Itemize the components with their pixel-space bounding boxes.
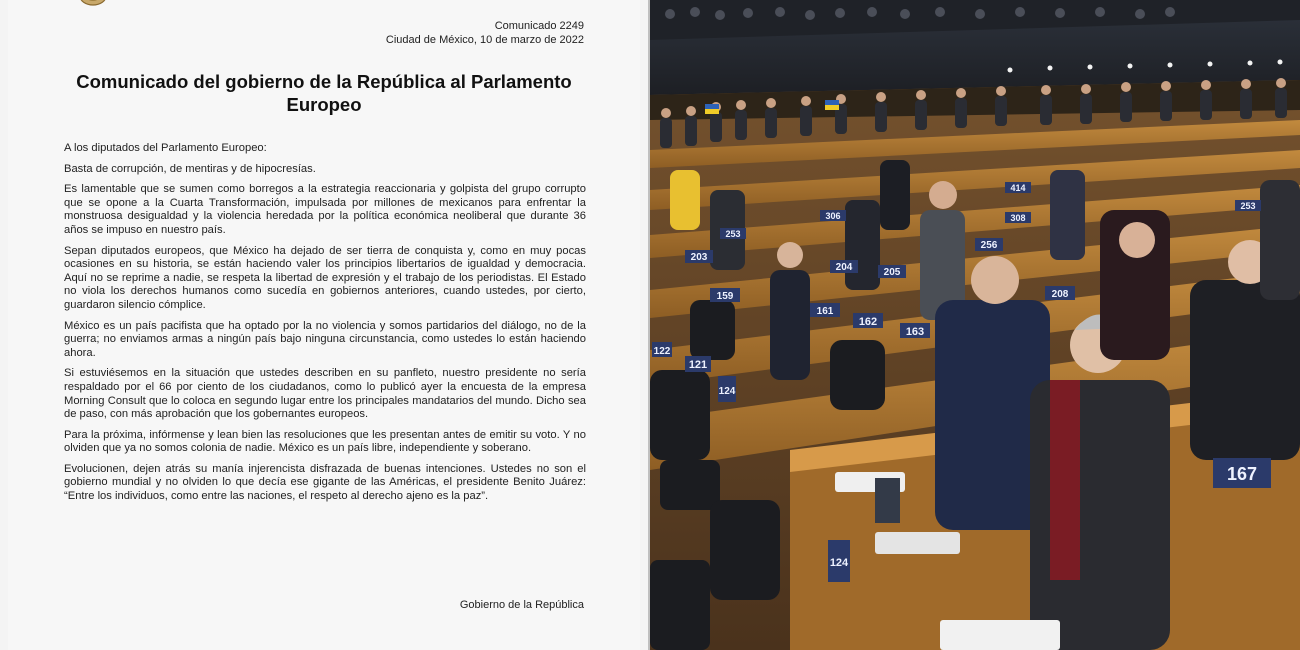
seat-number: 124	[829, 557, 849, 569]
document-title: Comunicado del gobierno de la República al Parlamento Europeo	[76, 71, 572, 115]
paragraph: Es lamentable que se sumen como borregos a la estrategia reaccionaria y golpista del grupo corrupto que se opone a la Cuarta Transformación, impulsada por millones de mexicanos para enfrentar la monstruosa desigualdad y la violencia heredada por la política económica neoliberal que durante 36 años se impuso en nuestro país.	[64, 183, 586, 236]
communique-number: Comunicado 2249	[494, 20, 584, 32]
paragraph: Si estuviésemos en la situación que ustedes describen en su panfleto, nuestro presidente no sería respaldado por el 66 por ciento de los ciudadanos, como lo publicó ayer la encuesta de la empresa Morning Consult que lo coloca en segundo lugar entre los principales mandatarios del mundo. Dicho sea de paso, con más aprobación que los gobernantes europeos.	[64, 367, 586, 421]
document-header	[386, 19, 584, 47]
seat-number: 205	[883, 267, 901, 278]
seat-number: 253	[725, 229, 741, 239]
seat-number: 162	[858, 316, 878, 328]
seat-number: 204	[835, 262, 853, 273]
seat-number: 308	[1010, 213, 1026, 223]
paragraph: Para la próxima, infórmense y lean bien las resoluciones que les presentan antes de emitir su voto. Y no olviden que ya no somos colonia de nadie. México es un país libre, independiente y soberano.	[64, 428, 586, 455]
seat-number: 253	[1240, 201, 1256, 211]
seat-number: 161	[816, 306, 834, 317]
signature: Gobierno de la República	[459, 599, 584, 611]
seat-number: 121	[688, 359, 708, 371]
seat-number: 159	[716, 291, 734, 302]
seat-number: 208	[1051, 289, 1069, 300]
government-seal-icon	[78, 0, 108, 6]
seat-number: 122	[653, 346, 671, 357]
seat-number: 203	[690, 252, 708, 263]
paragraph: Basta de corrupción, de mentiras y de hipocresías.	[64, 162, 316, 175]
document-page	[8, 0, 640, 650]
seat-number: 414	[1010, 183, 1026, 193]
parliament-photo	[650, 0, 1300, 650]
paragraph: Evolucionen, dejen atrás su manía injerencista disfrazada de buenas intenciones. Ustedes no son el gobierno mundial y no olviden lo que decía ese gigante de las Américas, el presidente Benito Juárez: “Entre los individuos, como entre las naciones, el respeto al derecho ajeno es la paz”.	[64, 462, 586, 503]
paragraph: A los diputados del Parlamento Europeo:	[64, 142, 267, 154]
seat-number: 163	[905, 326, 925, 338]
parliament-scene	[650, 0, 1300, 650]
paragraph: Sepan diputados europeos, que México ha dejado de ser tierra de conquista y, como en muy pocas ocasiones en su historia, se están haciendo valer los principios libertarios de igualdad y democracia. Aquí no se reprime a nadie, se respeta la libertad de expresión y el trabajo de los periodistas. El Estado no viola los derechos humanos como sucedía en gobiernos anteriores, cuando ustedes, por cierto, guardaron silencio cómplice.	[64, 244, 586, 311]
seat-number: 167	[1226, 464, 1258, 484]
seat-number: 124	[718, 386, 736, 397]
paragraph: México es un país pacifista que ha optado por la no violencia y somos partidarios del diálogo, no de la guerra; no enviamos armas a ningún país bajo ninguna circunstancia, como ustedes lo están haciendo ahora.	[64, 319, 586, 359]
seat-number: 256	[980, 240, 998, 251]
place-date: Ciudad de México, 10 de marzo de 2022	[385, 34, 584, 46]
document-body	[64, 142, 586, 511]
seat-number: 306	[825, 211, 841, 221]
